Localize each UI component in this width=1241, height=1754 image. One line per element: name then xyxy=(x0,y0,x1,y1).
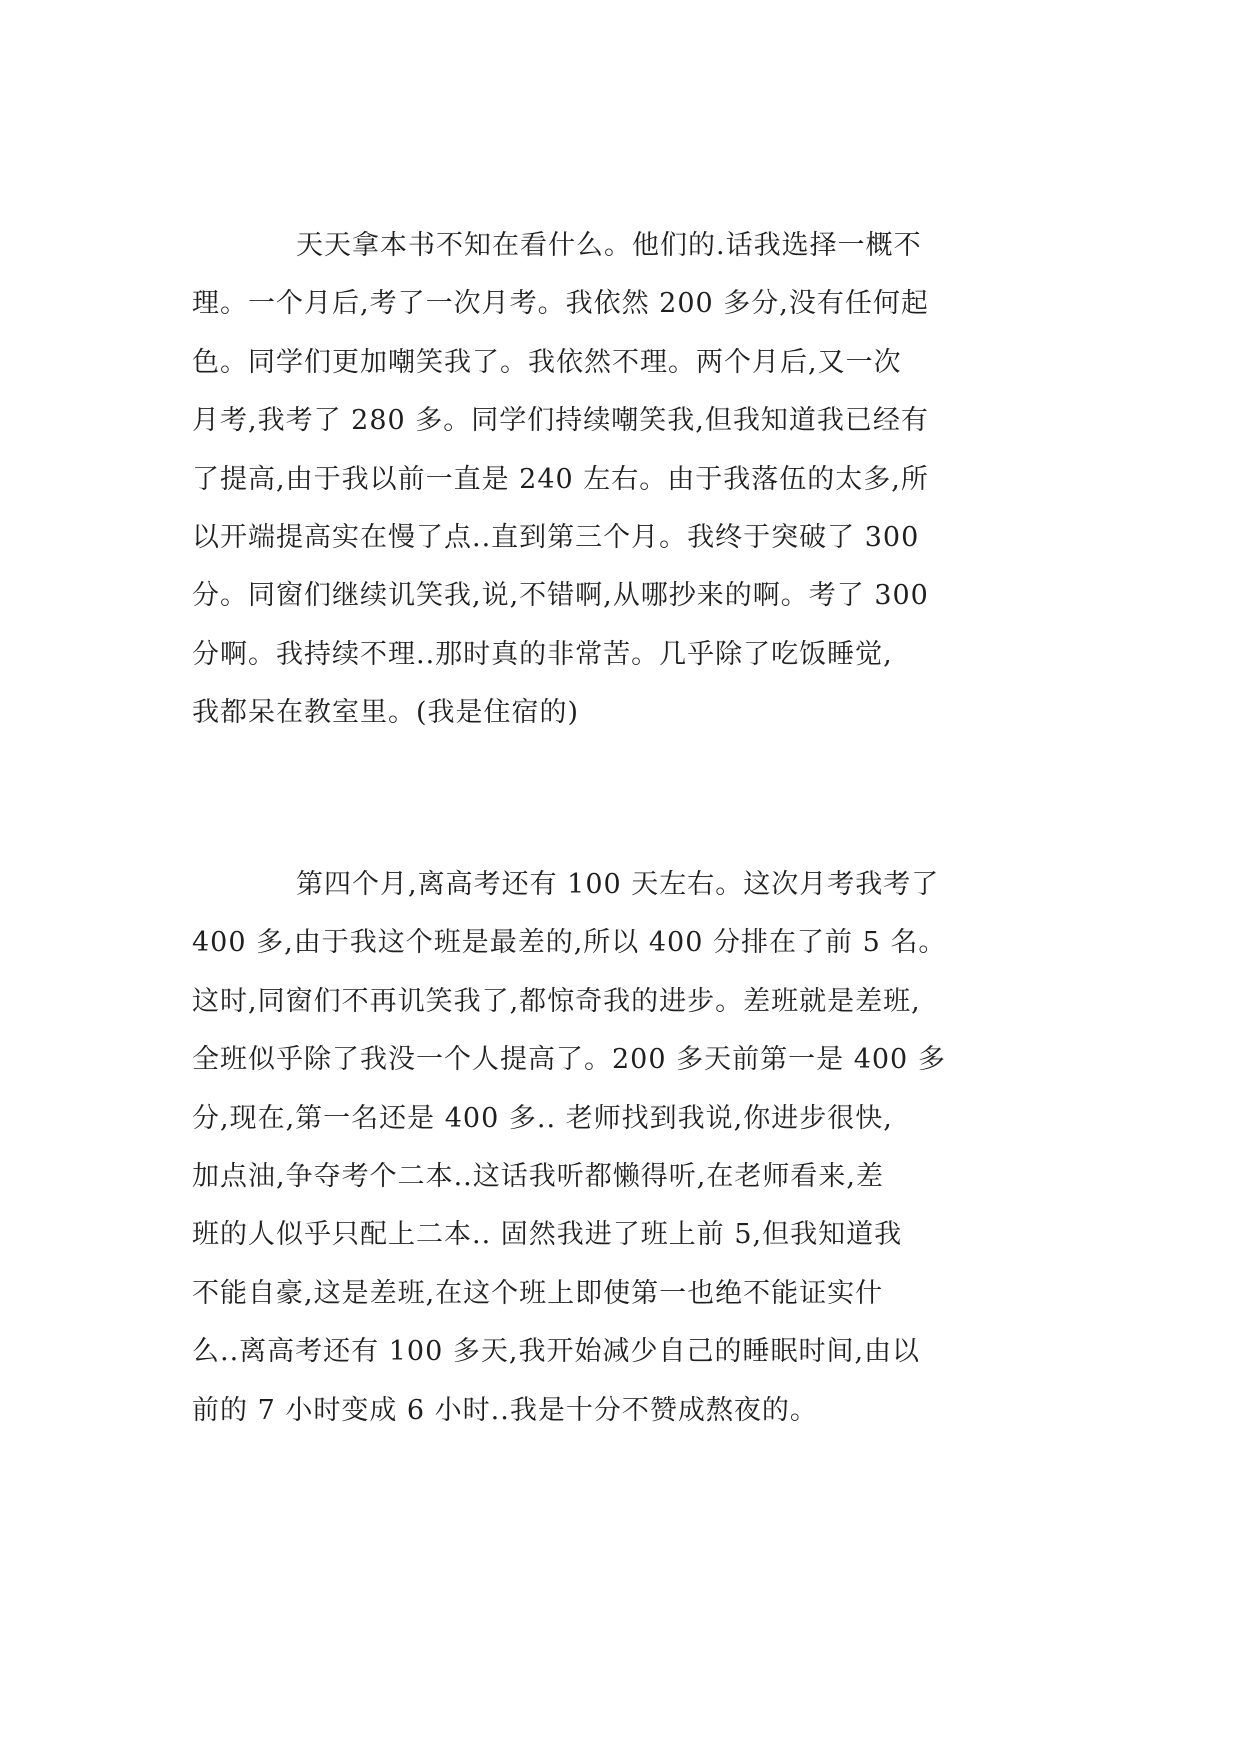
paragraph-line: 么..离高考还有 100 多天,我开始减少自己的睡眠时间,由以 xyxy=(192,1336,921,1368)
paragraph-line: 分,现在,第一名还是 400 多.. 老师找到我说,你进步很快, xyxy=(192,1102,893,1134)
paragraph-line: 月考,我考了 280 多。同学们持续嘲笑我,但我知道我已经有 xyxy=(192,405,929,437)
paragraph-line: 分啊。我持续不理..那时真的非常苦。几乎除了吃饭睡觉, xyxy=(192,638,893,670)
paragraph-2 xyxy=(192,856,1052,1440)
paragraph-line: 前的 7 小时变成 6 小时..我是十分不赞成熬夜的。 xyxy=(192,1394,818,1426)
paragraph-line: 天天拿本书不知在看什么。他们的.话我选择一概不 xyxy=(296,230,922,261)
paragraph-line: 加点油,争夺考个二本..这话我听都懒得听,在老师看来,差 xyxy=(192,1160,884,1192)
paragraph-1 xyxy=(192,217,1052,743)
paragraph-line: 以开端提高实在慢了点..直到第三个月。我终于突破了 300 xyxy=(192,521,920,553)
paragraph-line: 第四个月,离高考还有 100 天左右。这次月考我考了 xyxy=(296,869,940,900)
paragraph-line: 不能自豪,这是差班,在这个班上即使第一也绝不能证实什 xyxy=(192,1277,884,1309)
paragraph-line: 班的人似乎只配上二本.. 固然我进了班上前 5,但我知道我 xyxy=(192,1219,903,1251)
paragraph-line: 400 多,由于我这个班是最差的,所以 400 分排在了前 5 名。 xyxy=(192,927,947,959)
paragraph-line: 理。一个月后,考了一次月考。我依然 200 多分,没有任何起 xyxy=(192,288,929,320)
paragraph-line: 全班似乎除了我没一个人提高了。200 多天前第一是 400 多 xyxy=(192,1044,946,1076)
paragraph-line: 我都呆在教室里。(我是住宿的) xyxy=(192,697,580,729)
paragraph-line: 这时,同窗们不再讥笑我了,都惊奇我的进步。差班就是差班, xyxy=(192,985,921,1017)
paragraph-line: 了提高,由于我以前一直是 240 左右。由于我落伍的太多,所 xyxy=(192,463,929,495)
paragraph-line: 色。同学们更加嘲笑我了。我依然不理。两个月后,又一次 xyxy=(192,346,902,378)
paragraph-line: 分。同窗们继续讥笑我,说,不错啊,从哪抄来的啊。考了 300 xyxy=(192,580,929,612)
